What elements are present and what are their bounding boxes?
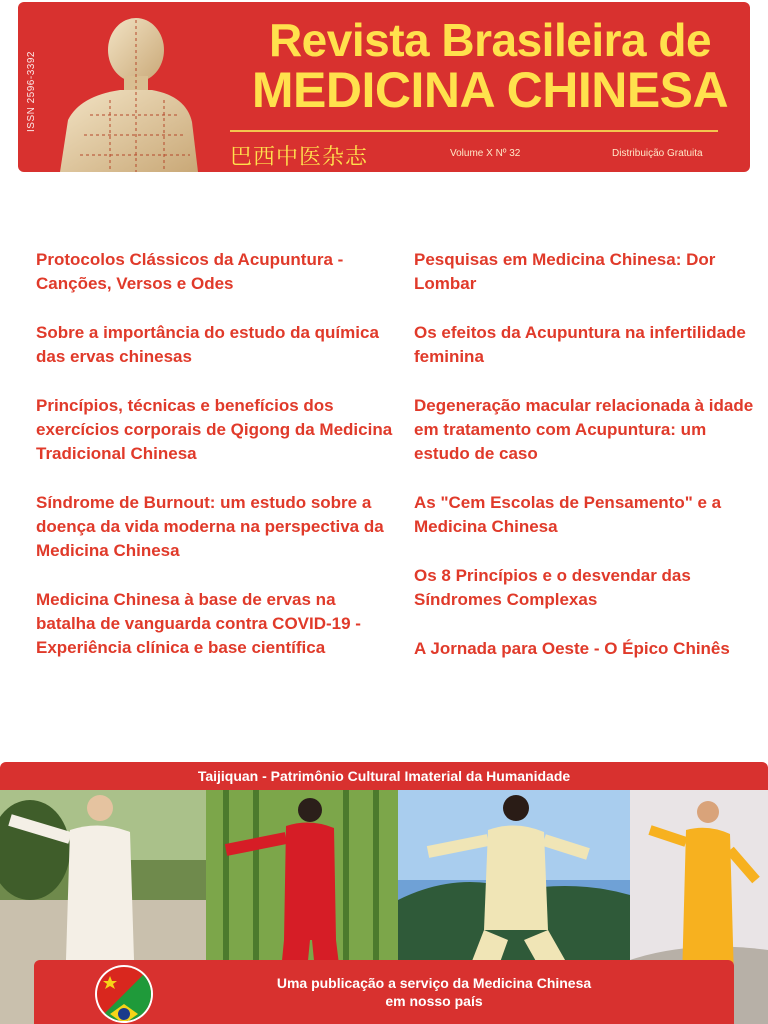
magazine-header — [18, 2, 750, 172]
taijiquan-banner — [0, 762, 768, 790]
article-title[interactable]: Os 8 Princípios e o desvendar das Síndromes Complexas — [414, 566, 691, 609]
articles-left-column — [36, 248, 396, 685]
article-title[interactable]: Medicina Chinesa à base de ervas na batalha de vanguarda contra COVID-19 - Experiência clínica e base científica — [36, 590, 361, 657]
distribution-note: Distribuição Gratuita — [612, 148, 703, 159]
china-brazil-flag-emblem — [94, 964, 154, 1024]
footer-line-1: Uma publicação a serviço da Medicina Chinesa — [276, 975, 592, 991]
header-divider — [230, 130, 718, 132]
article-title[interactable]: A Jornada para Oeste - O Épico Chinês — [414, 639, 730, 658]
article-title[interactable]: Pesquisas em Medicina Chinesa: Dor Lombar — [414, 250, 716, 293]
issn-label: ISSN 2596-3392 — [26, 51, 37, 132]
article-title[interactable]: As "Cem Escolas de Pensamento" e a Medicina Chinesa — [414, 493, 722, 536]
footer-line-2: em nosso país — [385, 993, 483, 1009]
title-line-1: Revista Brasileira de — [268, 14, 712, 66]
acupuncture-figure-image — [40, 10, 200, 172]
article-title[interactable]: Protocolos Clássicos da Acupuntura - Canções, Versos e Odes — [36, 250, 344, 293]
article-title[interactable]: Princípios, técnicas e benefícios dos exercícios corporais de Qigong da Medicina Tradicional Chinesa — [36, 396, 393, 463]
chinese-title: 巴西中医杂志 — [230, 145, 369, 170]
article-title[interactable]: Sobre a importância do estudo da química das ervas chinesas — [36, 323, 379, 366]
title-line-2: MEDICINA CHINESA — [251, 62, 729, 118]
taijiquan-caption: Taijiquan - Patrimônio Cultural Imaterial da Humanidade — [197, 768, 571, 784]
article-title[interactable]: Os efeitos da Acupuntura na infertilidade feminina — [414, 323, 746, 366]
article-title[interactable]: Síndrome de Burnout: um estudo sobre a doença da vida moderna na perspectiva da Medicina Chinesa — [36, 493, 384, 560]
footer-tagline — [184, 974, 684, 1010]
article-title[interactable]: Degeneração macular relacionada à idade em tratamento com Acupuntura: um estudo de caso — [414, 396, 754, 463]
articles-right-column — [414, 248, 754, 686]
volume-number: Volume X Nº 32 — [450, 148, 521, 159]
